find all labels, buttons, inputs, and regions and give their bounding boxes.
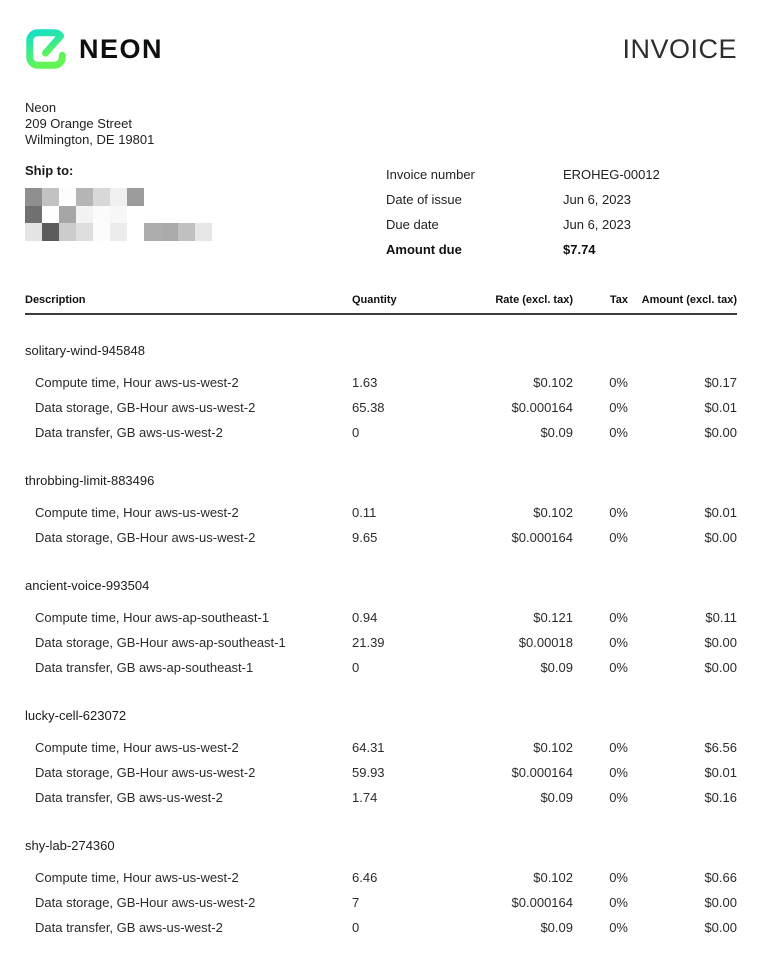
line-item-row	[25, 890, 737, 915]
cell-amt: $0.01	[704, 505, 737, 520]
cell-desc: Data storage, GB-Hour aws-us-west-2	[35, 400, 256, 415]
redacted-pixel	[110, 188, 127, 206]
line-item-row	[25, 735, 737, 760]
cell-amt: $0.17	[704, 375, 737, 390]
redacted-pixel	[25, 206, 42, 224]
cell-amt: $0.00	[704, 635, 737, 650]
column-header-tax: Tax	[609, 294, 628, 306]
redacted-row	[25, 223, 386, 241]
cell-desc: Data storage, GB-Hour aws-us-west-2	[35, 895, 256, 910]
cell-amt: $0.00	[704, 895, 737, 910]
cell-tax: 0%	[609, 790, 628, 805]
project-rows	[25, 595, 737, 680]
redacted-pixel	[59, 188, 76, 206]
cell-qty: 64.31	[352, 740, 385, 755]
cell-rate: $0.00018	[518, 635, 573, 650]
cell-rate: $0.121	[533, 610, 573, 625]
line-item-row	[25, 760, 737, 785]
cell-amt: $0.00	[704, 660, 737, 675]
cell-desc: Data transfer, GB aws-us-west-2	[35, 920, 223, 935]
meta-row	[386, 167, 737, 192]
redacted-pixel	[178, 223, 195, 241]
redacted-pixel	[93, 223, 110, 241]
meta-row	[386, 192, 737, 217]
project-rows	[25, 725, 737, 810]
cell-rate: $0.000164	[511, 895, 573, 910]
redacted-pixel	[127, 188, 144, 206]
cell-desc: Data transfer, GB aws-ap-southeast-1	[35, 660, 254, 675]
cell-rate: $0.09	[540, 920, 573, 935]
cell-qty: 9.65	[352, 530, 378, 545]
meta-label: Due date	[386, 217, 439, 232]
project-rows	[25, 490, 737, 550]
cell-qty: 0.94	[352, 610, 378, 625]
project-name: solitary-wind-945848	[25, 343, 145, 358]
cell-rate: $0.102	[533, 375, 573, 390]
cell-rate: $0.102	[533, 870, 573, 885]
cell-desc: Compute time, Hour aws-us-west-2	[35, 375, 239, 390]
redacted-pixel	[144, 223, 161, 241]
cell-qty: 0	[352, 920, 360, 935]
cell-desc: Data storage, GB-Hour aws-us-west-2	[35, 765, 256, 780]
meta-label: Invoice number	[386, 167, 475, 182]
project-rows	[25, 360, 737, 445]
cell-tax: 0%	[609, 400, 628, 415]
line-item-row	[25, 785, 737, 810]
project-name: throbbing-limit-883496	[25, 473, 155, 488]
line-item-row	[25, 605, 737, 630]
cell-tax: 0%	[609, 505, 628, 520]
redacted-pixel	[161, 223, 178, 241]
redacted-pixel	[42, 223, 59, 241]
cell-rate: $0.000164	[511, 530, 573, 545]
column-header-rate: Rate (excl. tax)	[495, 294, 573, 306]
project-name: lucky-cell-623072	[25, 708, 127, 723]
company-name: Neon	[25, 100, 57, 115]
cell-rate: $0.09	[540, 425, 573, 440]
table-header-row	[25, 294, 737, 315]
cell-tax: 0%	[609, 765, 628, 780]
project-group	[25, 343, 737, 445]
meta-label: Amount due	[386, 242, 462, 257]
project-name: shy-lab-274360	[25, 838, 115, 853]
cell-tax: 0%	[609, 895, 628, 910]
cell-amt: $0.00	[704, 530, 737, 545]
redacted-pixel	[93, 206, 110, 224]
cell-qty: 0	[352, 660, 360, 675]
cell-amt: $0.16	[704, 790, 737, 805]
cell-desc: Data transfer, GB aws-us-west-2	[35, 790, 223, 805]
cell-desc: Compute time, Hour aws-ap-southeast-1	[35, 610, 270, 625]
cell-amt: $0.66	[704, 870, 737, 885]
project-group	[25, 838, 737, 940]
cell-amt: $6.56	[704, 740, 737, 755]
cell-tax: 0%	[609, 635, 628, 650]
line-item-row	[25, 370, 737, 395]
cell-qty: 6.46	[352, 870, 378, 885]
ship-to-label: Ship to:	[25, 163, 74, 178]
redacted-pixel	[127, 206, 144, 224]
cell-qty: 1.63	[352, 375, 378, 390]
cell-qty: 7	[352, 895, 360, 910]
invoice-title: INVOICE	[622, 33, 737, 64]
redacted-pixel	[25, 188, 42, 206]
line-item-row	[25, 500, 737, 525]
redacted-pixel	[42, 188, 59, 206]
redacted-address-mosaic	[25, 188, 386, 241]
cell-rate: $0.09	[540, 790, 573, 805]
redacted-pixel	[25, 223, 42, 241]
meta-row	[386, 242, 737, 267]
cell-desc: Data storage, GB-Hour aws-ap-southeast-1	[35, 635, 286, 650]
column-header-desc: Description	[25, 294, 86, 306]
redacted-row	[25, 206, 386, 224]
table-body	[25, 343, 737, 940]
info-row	[25, 163, 737, 267]
project-rows	[25, 855, 737, 940]
cell-amt: $0.01	[704, 765, 737, 780]
cell-tax: 0%	[609, 610, 628, 625]
cell-tax: 0%	[609, 870, 628, 885]
cell-tax: 0%	[609, 920, 628, 935]
meta-row	[386, 217, 737, 242]
redacted-pixel	[110, 223, 127, 241]
redacted-pixel	[59, 206, 76, 224]
cell-amt: $0.11	[705, 610, 737, 625]
company-city: Wilmington, DE 19801	[25, 132, 155, 147]
cell-desc: Compute time, Hour aws-us-west-2	[35, 505, 239, 520]
ship-to-section	[25, 163, 386, 267]
company-address	[25, 100, 737, 148]
column-header-amt: Amount (excl. tax)	[641, 294, 737, 306]
meta-value: EROHEG-00012	[563, 167, 660, 182]
redacted-pixel	[76, 223, 93, 241]
cell-rate: $0.102	[533, 505, 573, 520]
cell-tax: 0%	[609, 660, 628, 675]
line-item-row	[25, 915, 737, 940]
cell-qty: 0.11	[352, 505, 377, 520]
cell-desc: Compute time, Hour aws-us-west-2	[35, 870, 239, 885]
cell-rate: $0.09	[540, 660, 573, 675]
cell-tax: 0%	[609, 740, 628, 755]
line-item-row	[25, 420, 737, 445]
line-item-row	[25, 655, 737, 680]
redacted-pixel	[195, 223, 212, 241]
redacted-pixel	[76, 206, 93, 224]
brand-wordmark: NEON	[79, 33, 164, 64]
redacted-pixel	[42, 206, 59, 224]
cell-desc: Data storage, GB-Hour aws-us-west-2	[35, 530, 256, 545]
project-group	[25, 708, 737, 810]
header	[25, 28, 737, 70]
cell-amt: $0.00	[704, 920, 737, 935]
cell-desc: Data transfer, GB aws-us-west-2	[35, 425, 223, 440]
cell-qty: 59.93	[352, 765, 385, 780]
cell-amt: $0.01	[704, 400, 737, 415]
project-name: ancient-voice-993504	[25, 578, 150, 593]
redacted-pixel	[59, 223, 76, 241]
line-item-row	[25, 630, 737, 655]
brand	[25, 28, 163, 70]
meta-label: Date of issue	[386, 192, 462, 207]
meta-value: Jun 6, 2023	[563, 217, 631, 232]
meta-value: Jun 6, 2023	[563, 192, 631, 207]
cell-qty: 65.38	[352, 400, 385, 415]
cell-rate: $0.102	[533, 740, 573, 755]
line-item-row	[25, 865, 737, 890]
cell-desc: Compute time, Hour aws-us-west-2	[35, 740, 239, 755]
redacted-pixel	[110, 206, 127, 224]
cell-rate: $0.000164	[511, 765, 573, 780]
column-header-qty: Quantity	[352, 294, 397, 306]
cell-tax: 0%	[609, 530, 628, 545]
company-street: 209 Orange Street	[25, 116, 132, 131]
neon-logo-icon	[25, 28, 67, 70]
meta-value: $7.74	[563, 242, 596, 257]
redacted-pixel	[76, 188, 93, 206]
cell-qty: 21.39	[352, 635, 385, 650]
redacted-row	[25, 188, 386, 206]
redacted-pixel	[127, 223, 144, 241]
invoice-meta	[386, 163, 737, 267]
cell-tax: 0%	[609, 425, 628, 440]
project-group	[25, 578, 737, 680]
cell-rate: $0.000164	[511, 400, 573, 415]
line-item-row	[25, 525, 737, 550]
line-item-row	[25, 395, 737, 420]
cell-qty: 0	[352, 425, 360, 440]
cell-tax: 0%	[609, 375, 628, 390]
cell-qty: 1.74	[352, 790, 378, 805]
line-items-table	[25, 294, 737, 940]
project-group	[25, 473, 737, 550]
redacted-pixel	[93, 188, 110, 206]
cell-amt: $0.00	[704, 425, 737, 440]
